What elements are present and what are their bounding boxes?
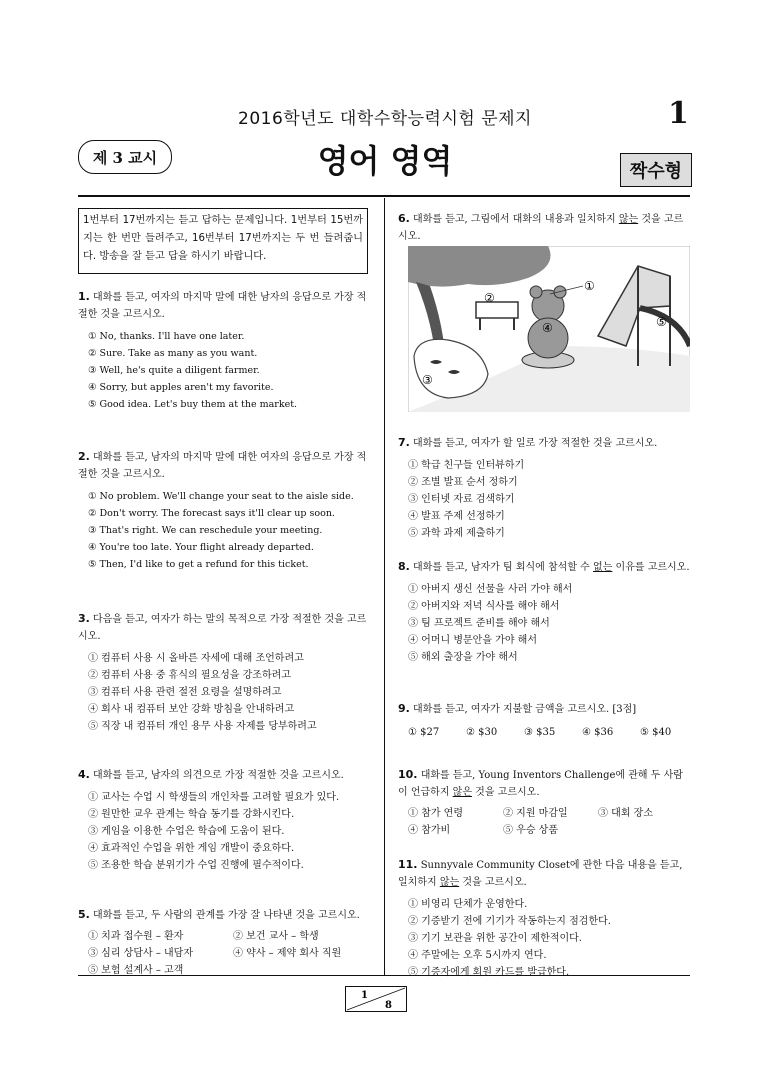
option-1[interactable]: ① $27 [408, 727, 440, 738]
option-5[interactable]: ⑤ $40 [640, 727, 672, 738]
option-1[interactable]: ① 아버지 생신 선물을 사러 가야 해서 [408, 584, 573, 595]
option-5[interactable]: ⑤ 보험 설계사 – 고객 [88, 965, 184, 976]
question-7 [398, 434, 690, 542]
emphasis-word: 않는 [618, 214, 639, 225]
label-1: ① [584, 279, 595, 293]
question-number: 4. [78, 768, 90, 781]
question-text: 대화를 듣고, Young Inventors Challenge에 관해 두 사람이 언급하지 [398, 770, 683, 798]
option-5[interactable]: ⑤ 조용한 학습 분위기가 수업 진행에 필수적이다. [88, 860, 304, 871]
option-3[interactable]: ③ Well, he's quite a diligent farmer. [88, 365, 260, 376]
form-type-badge: 짝수형 [620, 153, 692, 187]
option-2[interactable]: ② $30 [466, 727, 498, 738]
subject-title: 영어 영역 [317, 142, 453, 180]
option-5[interactable]: ⑤ 해외 출장을 가야 해서 [408, 652, 518, 663]
question-number: 5. [78, 908, 90, 921]
emphasis-word: 없는 [593, 562, 613, 573]
option-4[interactable]: ④ 어머니 병문안을 가야 해서 [408, 635, 537, 646]
question-text: 대화를 듣고, 여자가 지불할 금액을 고르시오. [3점] [413, 704, 637, 715]
question-text-end: 것을 고르시오. [398, 214, 684, 242]
page-number: 1 [668, 96, 689, 131]
option-3[interactable]: ③ That's right. We can reschedule your meeting. [88, 525, 323, 536]
option-1[interactable]: ① 참가 연령 [408, 808, 463, 819]
option-4[interactable]: ④ Sorry, but apples aren't my favorite. [88, 382, 274, 393]
question-text: 대화를 듣고, 남자의 마지막 말에 대한 여자의 응답으로 가장 적절한 것을 고르시오. [78, 452, 367, 480]
option-4[interactable]: ④ 주말에는 오후 5시까지 연다. [408, 950, 547, 961]
question-text: 대화를 듣고, 남자가 팀 회식에 참석할 수 [413, 562, 594, 573]
question-text-end: 것을 고르시오. [472, 787, 540, 798]
option-1[interactable]: ① 교사는 수업 시 학생들의 개인차를 고려할 필요가 있다. [88, 792, 340, 803]
option-4[interactable]: ④ 참가비 [408, 825, 451, 836]
emphasis-word: 않는 [439, 877, 460, 888]
option-2[interactable]: ② 기증받기 전에 기기가 작동하는지 점검한다. [408, 916, 611, 927]
question-number: 9. [398, 702, 410, 715]
listening-notice: 1번부터 17번까지는 듣고 답하는 문제입니다. 1번부터 15번까지는 한 번만 들려주고, 16번부터 17번까지는 두 번 들려줍니다. 방송을 잘 듣고 답을 하시기 바랍니다. [78, 208, 368, 274]
option-2[interactable]: ② Don't worry. The forecast says it'll clear up soon. [88, 508, 335, 519]
question-4 [78, 766, 370, 874]
option-5[interactable]: ⑤ 기증자에게 회원 카드를 발급한다. [408, 967, 570, 978]
question-text: 대화를 듣고, 두 사람의 관계를 가장 잘 나타낸 것을 고르시오. [93, 910, 360, 921]
option-2[interactable]: ② 컴퓨터 사용 중 휴식의 필요성을 강조하려고 [88, 670, 291, 681]
option-3[interactable]: ③ 기기 보관을 위한 공간이 제한적이다. [408, 933, 582, 944]
header-divider [78, 195, 690, 197]
option-2[interactable]: ② 보건 교사 – 학생 [233, 931, 319, 942]
label-3: ③ [422, 373, 433, 387]
question-8 [398, 558, 690, 666]
question-text: 대화를 듣고, 남자의 의견으로 가장 적절한 것을 고르시오. [93, 770, 344, 781]
question-number: 11. [398, 858, 418, 871]
option-1[interactable]: ① 비영리 단체가 운영한다. [408, 899, 528, 910]
option-3[interactable]: ③ 팀 프로젝트 준비를 해야 해서 [408, 618, 550, 629]
question-1 [78, 288, 370, 413]
label-5: ⑤ [656, 315, 667, 329]
option-4[interactable]: ④ 회사 내 컴퓨터 보안 강화 방침을 안내하려고 [88, 704, 295, 715]
question-10 [398, 766, 690, 839]
emphasis-word: 않은 [452, 787, 472, 798]
option-3[interactable]: ③ 인터넷 자료 검색하기 [408, 494, 515, 505]
option-4[interactable]: ④ $36 [582, 727, 614, 738]
option-3[interactable]: ③ 컴퓨터 사용 관련 절전 요령을 설명하려고 [88, 687, 282, 698]
option-2[interactable]: ② Sure. Take as many as you want. [88, 348, 258, 359]
total-pages: 8 [385, 1000, 392, 1011]
question-text: Sunnyvale Community Closet에 관한 다음 내용을 듣고, 일치하지 [398, 860, 683, 888]
exam-title: 2016학년도 대학수학능력시험 문제지 [238, 109, 532, 129]
option-1[interactable]: ① 컴퓨터 사용 시 올바른 자세에 대해 조언하려고 [88, 653, 304, 664]
question-number: 3. [78, 612, 90, 625]
question-text: 대화를 듣고, 그림에서 대화의 내용과 일치하지 [413, 214, 619, 225]
label-4: ④ [542, 321, 553, 335]
option-3[interactable]: ③ 게임을 이용한 수업은 학습에 도움이 된다. [88, 826, 285, 837]
option-2[interactable]: ② 원만한 교우 관계는 학습 동기를 강화시킨다. [88, 809, 295, 820]
question-text-end: 이유를 고르시오. [612, 562, 690, 573]
option-4[interactable]: ④ 발표 주제 선정하기 [408, 511, 505, 522]
option-4[interactable]: ④ 효과적인 수업을 위한 게임 개발이 중요하다. [88, 843, 295, 854]
question-number: 10. [398, 768, 418, 781]
question-text: 대화를 듣고, 여자의 마지막 말에 대한 남자의 응답으로 가장 적절한 것을 고르시오. [78, 292, 367, 320]
question-11 [398, 856, 690, 981]
park-illustration [408, 246, 690, 412]
current-page: 1 [361, 990, 368, 1001]
question-number: 2. [78, 450, 90, 463]
option-1[interactable]: ① No problem. We'll change your seat to the aisle side. [88, 491, 354, 502]
option-1[interactable]: ① 치과 접수원 – 환자 [88, 931, 184, 942]
option-1[interactable]: ① No, thanks. I'll have one later. [88, 331, 245, 342]
option-5[interactable]: ⑤ Then, I'd like to get a refund for this ticket. [88, 559, 309, 570]
option-4[interactable]: ④ You're too late. Your flight already departed. [88, 542, 314, 553]
question-text: 다음을 듣고, 여자가 하는 말의 목적으로 가장 적절한 것을 고르시오. [78, 614, 367, 642]
question-text: 대화를 듣고, 여자가 할 일로 가장 적절한 것을 고르시오. [413, 438, 658, 449]
session-badge: 제 3 교시 [78, 140, 172, 174]
option-5[interactable]: ⑤ 우승 상품 [503, 825, 558, 836]
option-2[interactable]: ② 아버지와 저녁 식사를 해야 해서 [408, 601, 560, 612]
option-3[interactable]: ③ 심리 상담사 – 내담자 [88, 948, 193, 959]
column-divider [384, 198, 385, 975]
option-5[interactable]: ⑤ 직장 내 컴퓨터 개인 용무 사용 자제를 당부하려고 [88, 721, 317, 732]
option-2[interactable]: ② 조별 발표 순서 정하기 [408, 477, 518, 488]
question-9 [398, 700, 690, 741]
option-4[interactable]: ④ 약사 – 제약 회사 직원 [233, 948, 342, 959]
question-number: 7. [398, 436, 410, 449]
question-5 [78, 906, 370, 979]
question-2 [78, 448, 370, 573]
question-text-end: 것을 고르시오. [459, 877, 527, 888]
question-number: 6. [398, 212, 410, 225]
option-5[interactable]: ⑤ Good idea. Let's buy them at the market. [88, 399, 298, 410]
bench [476, 302, 518, 318]
question-number: 1. [78, 290, 90, 303]
question-6 [398, 210, 690, 245]
option-3[interactable]: ③ $35 [524, 727, 556, 738]
question-3 [78, 610, 370, 735]
label-2: ② [484, 291, 495, 305]
option-5[interactable]: ⑤ 과학 과제 제출하기 [408, 528, 505, 539]
option-3[interactable]: ③ 대회 장소 [598, 808, 653, 819]
option-1[interactable]: ① 학급 친구들 인터뷰하기 [408, 460, 525, 471]
option-2[interactable]: ② 지원 마감일 [503, 808, 568, 819]
page-indicator [345, 986, 407, 1012]
question-number: 8. [398, 560, 410, 573]
